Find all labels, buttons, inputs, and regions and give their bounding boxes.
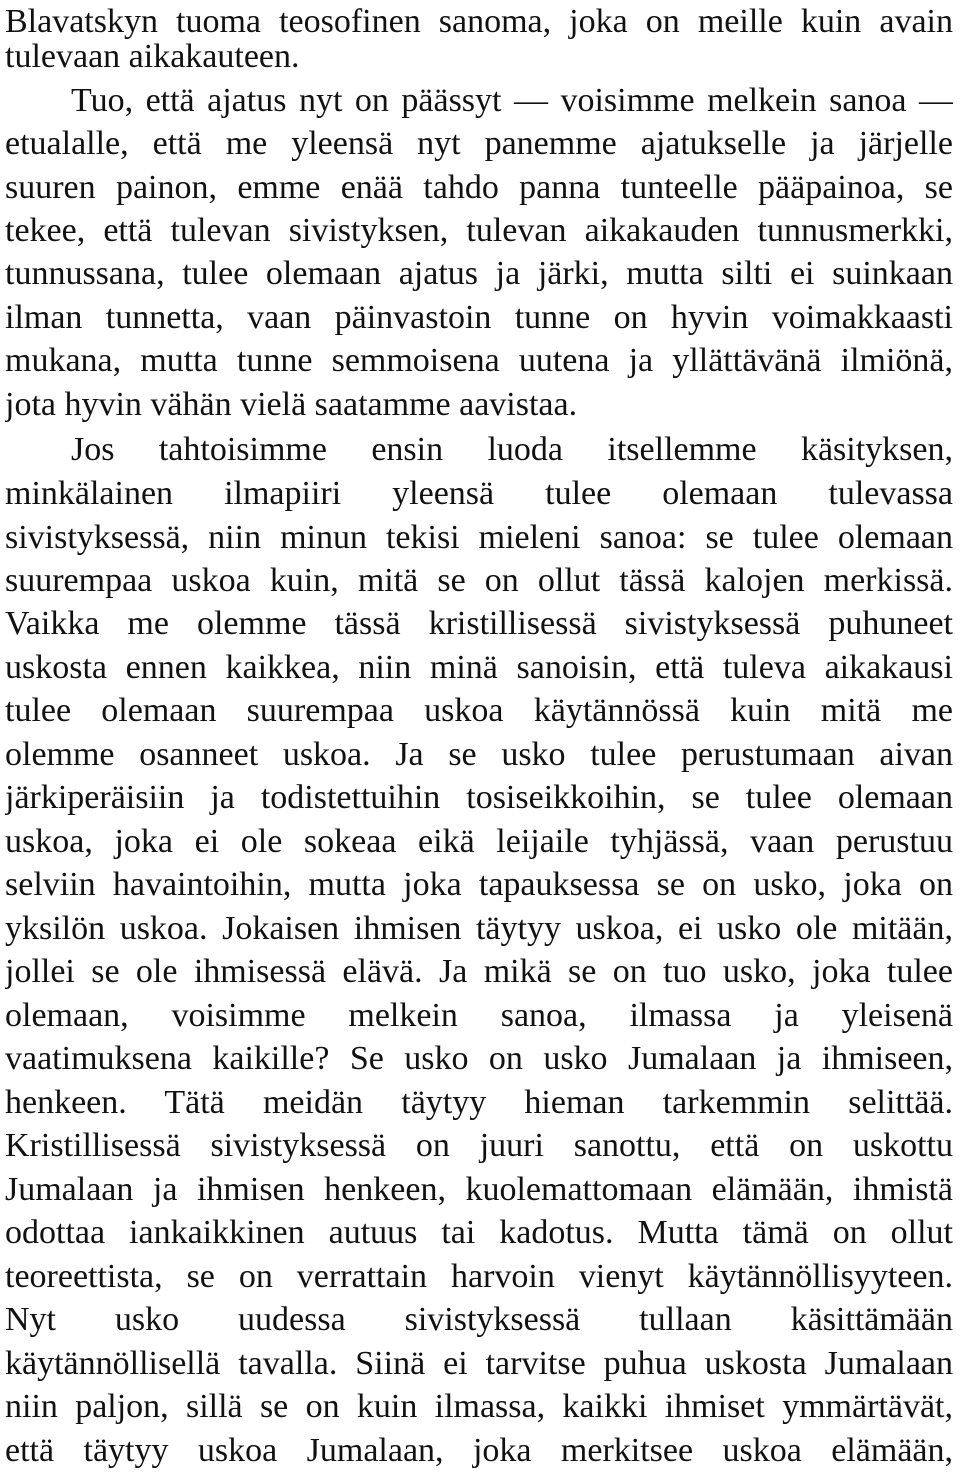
text-line: minkälainen ilmapiiri yleensä tulee olemaan tulevassa bbox=[5, 475, 953, 512]
text-line: teoreettista, se on verrattain harvoin vienyt käytännöllisyyteen. bbox=[5, 1258, 953, 1295]
text-line: suurempaa uskoa kuin, mitä se on ollut tässä kalojen merkissä. bbox=[5, 562, 953, 599]
text-line: henkeen. Tätä meidän täytyy hieman tarkemmin selittää. bbox=[5, 1084, 953, 1121]
text-line: sivistyksessä, niin minun tekisi mieleni sanoa: se tulee olemaan bbox=[5, 519, 953, 556]
text-line: tunnussana, tulee olemaan ajatus ja järki, mutta silti ei suinkaan bbox=[5, 255, 953, 292]
text-line: olemaan, voisimme melkein sanoa, ilmassa ja yleisenä bbox=[5, 997, 953, 1034]
text-line: jota hyvin vähän vielä saatamme aavistaa. bbox=[5, 386, 578, 423]
text-line: Blavatskyn tuoma teosofinen sanoma, joka on meille kuin avain bbox=[5, 3, 953, 40]
text-line: Jos tahtoisimme ensin luoda itsellemme käsityksen, bbox=[71, 431, 953, 468]
text-line: Kristillisessä sivistyksessä on juuri sanottu, että on uskottu bbox=[5, 1127, 953, 1164]
text-line: tulee olemaan suurempaa uskoa käytännössä kuin mitä me bbox=[5, 692, 953, 729]
text-line: Jumalaan ja ihmisen henkeen, kuolemattomaan elämään, ihmistä bbox=[5, 1171, 953, 1208]
text-line: uskosta ennen kaikkea, niin minä sanoisin, että tuleva aikakausi bbox=[5, 649, 953, 686]
text-line: selviin havaintoihin, mutta joka tapauksessa se on usko, joka on bbox=[5, 866, 953, 903]
text-line: Nyt usko uudessa sivistyksessä tullaan käsittämään bbox=[5, 1301, 953, 1338]
text-line: olemme osanneet uskoa. Ja se usko tulee perustumaan aivan bbox=[5, 736, 953, 773]
text-line: tulevaan aikakauteen. bbox=[5, 38, 300, 75]
text-line: yksilön uskoa. Jokaisen ihmisen täytyy uskoa, ei usko ole mitään, bbox=[5, 910, 953, 947]
text-line: jollei se ole ihmisessä elävä. Ja mikä se on tuo usko, joka tulee bbox=[5, 953, 953, 990]
text-line: että täytyy uskoa Jumalaan, joka merkitsee uskoa elämään, bbox=[5, 1432, 953, 1469]
text-line: uskoa, joka ei ole sokeaa eikä leijaile tyhjässä, vaan perustuu bbox=[5, 823, 953, 860]
text-line: Tuo, että ajatus nyt on päässyt — voisimme melkein sanoa — bbox=[71, 82, 953, 119]
text-line: etualalle, että me yleensä nyt panemme ajatukselle ja järjelle bbox=[5, 125, 953, 162]
text-line: järkiperäisiin ja todistettuihin tosiseikkoihin, se tulee olemaan bbox=[5, 779, 953, 816]
text-line: Vaikka me olemme tässä kristillisessä sivistyksessä puhuneet bbox=[5, 605, 953, 642]
text-line: suuren painon, emme enää tahdo panna tunteelle pääpainoa, se bbox=[5, 169, 953, 206]
text-line: käytännöllisellä tavalla. Siinä ei tarvitse puhua uskosta Jumalaan bbox=[5, 1345, 953, 1382]
text-line: tekee, että tulevan sivistyksen, tulevan aikakauden tunnusmerkki, bbox=[5, 212, 953, 249]
text-line: ilman tunnetta, vaan päinvastoin tunne on hyvin voimakkaasti bbox=[5, 299, 953, 336]
text-line: vaatimuksena kaikille? Se usko on usko Jumalaan ja ihmiseen, bbox=[5, 1040, 953, 1077]
text-line: mukana, mutta tunne semmoisena uutena ja yllättävänä ilmiönä, bbox=[5, 342, 953, 379]
text-line: niin paljon, sillä se on kuin ilmassa, kaikki ihmiset ymmärtävät, bbox=[5, 1388, 953, 1425]
text-line: odottaa iankaikkinen autuus tai kadotus. Mutta tämä on ollut bbox=[5, 1214, 953, 1251]
